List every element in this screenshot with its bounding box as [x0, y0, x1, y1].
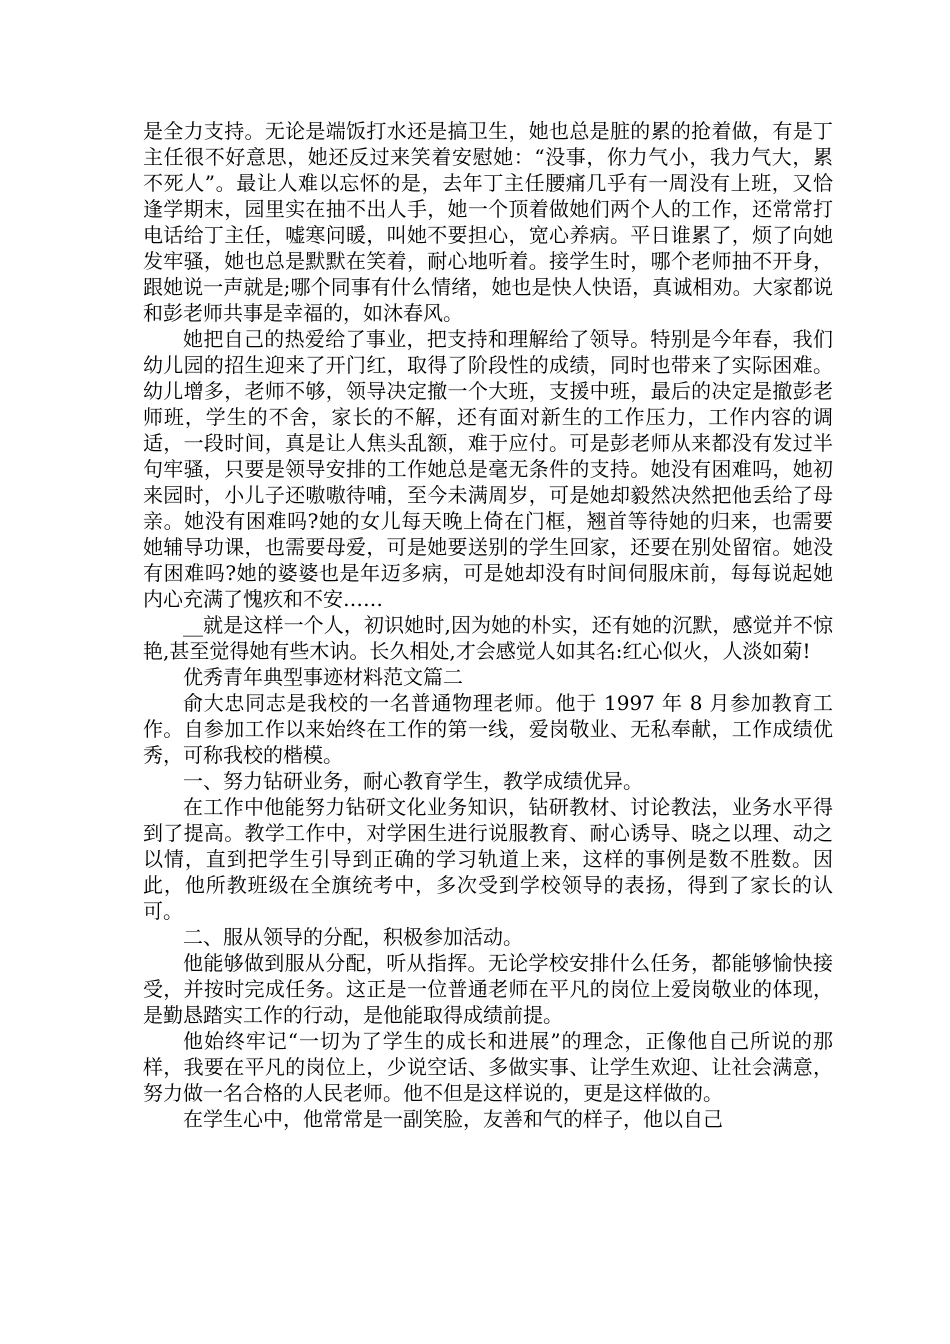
paragraph-9: 在学生心中，他常常是一副笑脸，友善和气的样子，他以自己	[183, 1107, 723, 1131]
paragraph-7: 他能够做到服从分配，听从指挥。无论学校安排什么任务，都能够愉快接受，并按时完成任务。这正是一位普通老师在平凡的岗位上爱岗敬业的体现，是勤恳踏实工作的行动，是他能取得成绩前提。	[143, 951, 833, 1027]
paragraph-intro: 俞大忠同志是我校的一名普通物理老师。他于 1997 年 8 月参加教育工作。自参加工作以来始终在工作的第一线，爱岗敬业、无私奉献，工作成绩优秀，可称我校的楷模。	[143, 691, 833, 767]
section-title: 优秀青年典型事迹材料范文篇二	[183, 665, 463, 689]
paragraph-2: 她把自己的热爱给了事业，把支持和理解给了领导。特别是今年春，我们幼儿园的招生迎来了开门红，取得了阶段性的成绩，同时也带来了实际困难。幼儿增多，老师不够，领导决定撤一个大班，支援中班，最后的决定是撤彭老师班，学生的不舍，家长的不解，还有面对新生的工作压力，工作内容的调适，一段时间，真是让人焦头乱额，难于应付。可是彭老师从来都没有发过半句牢骚，只要是领导安排的工作她总是毫无条件的支持。她没有困难吗，她初来园时，小儿子还嗷嗷待哺，至今未满周岁，可是她却毅然决然把他丢给了母亲。她没有困难吗?她的女儿每天晚上倚在门框，翘首等待她的归来，也需要她辅导功课，也需要母爱，可是她要送别的学生回家，还要在别处留宿。她没有困难吗?她的婆婆也是年迈多病，可是她却没有时间伺服床前，每每说起她内心充满了愧疚和不安……	[143, 327, 833, 611]
paragraph-8: 他始终牢记“一切为了学生的成长和进展”的理念，正像他自己所说的那样，我要在平凡的岗位上，少说空话、多做实事、让学生欢迎、让社会满意，努力做一名合格的人民老师。他不但是这样说的，更是这样做的。	[143, 1029, 833, 1105]
subheading-1: 一、努力钻研业务，耐心教育学生，教学成绩优异。	[183, 769, 643, 793]
paragraph-3: __就是这样一个人，初识她时,因为她的朴实，还有她的沉默，感觉并不惊艳,甚至觉得她有些木讷。长久相处,才会感觉人如其名:红心似火，人淡如菊!	[143, 613, 833, 663]
paragraph-1: 是全力支持。无论是端饭打水还是搞卫生，她也总是脏的累的抢着做，有是丁主任很不好意思，她还反过来笑着安慰她：“没事，你力气小，我力气大，累不死人”。最让人难以忘怀的是，去年丁主任腰痛几乎有一周没有上班，又恰逢学期末，园里实在抽不出人手，她一个顶着做她们两个人的工作，还常常打电话给丁主任，嘘寒问暖，叫她不要担心，宽心养病。平日谁累了，烦了向她发牢骚，她也总是默默在笑着，耐心地听着。接学生时，哪个老师抽不开身，跟她说一声就是;哪个同事有什么情绪，她也是快人快语，真诚相劝。大家都说和彭老师共事是幸福的，如沐春风。	[143, 119, 833, 325]
subheading-2: 二、服从领导的分配，积极参加活动。	[183, 925, 523, 949]
paragraph-5: 在工作中他能努力钻研文化业务知识，钻研教材、讨论教法，业务水平得到了提高。教学工作中，对学困生进行说服教育、耐心诱导、晓之以理、动之以情，直到把学生引导到正确的学习轨道上来，这样的事例是数不胜数。因此，他所教班级在全旗统考中，多次受到学校领导的表扬，得到了家长的认可。	[143, 795, 833, 923]
document-page	[143, 118, 833, 1132]
